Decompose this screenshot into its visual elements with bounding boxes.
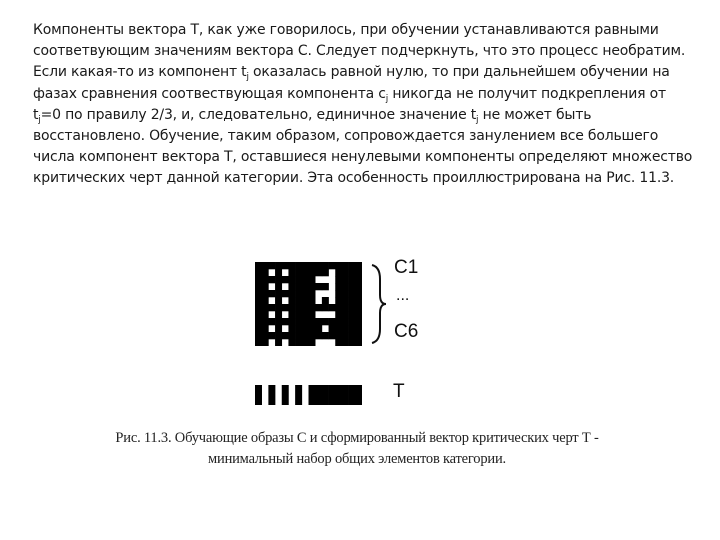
pattern-cell xyxy=(315,332,322,339)
pattern-cell xyxy=(275,304,282,311)
pattern-cell xyxy=(355,325,362,332)
pattern-cell xyxy=(342,262,349,269)
pattern-cell xyxy=(309,311,316,318)
pattern-cell xyxy=(349,290,356,297)
label-c1: C1 xyxy=(394,257,419,278)
pattern-cell xyxy=(288,297,295,304)
vector-t-cell xyxy=(322,385,329,405)
pattern-cell xyxy=(262,283,269,290)
pattern-cell xyxy=(302,297,309,304)
vector-t-cell xyxy=(342,385,349,405)
pattern-cell xyxy=(275,339,282,346)
pattern-cell xyxy=(342,325,349,332)
pattern-cell xyxy=(309,297,316,304)
vector-t-cell xyxy=(329,385,336,405)
pattern-cell xyxy=(295,283,302,290)
pattern-cell xyxy=(268,290,275,297)
pattern-cell xyxy=(295,304,302,311)
pattern-cell xyxy=(255,269,262,276)
vector-t-cell xyxy=(309,385,316,405)
pattern-cell xyxy=(275,311,282,318)
pattern-cell xyxy=(295,332,302,339)
pattern-cell xyxy=(295,318,302,325)
pattern-cell xyxy=(329,304,336,311)
label-t: T xyxy=(393,381,405,402)
pattern-cell xyxy=(342,283,349,290)
pattern-cell xyxy=(302,262,309,269)
pattern-cell xyxy=(342,269,349,276)
pattern-cell xyxy=(322,304,329,311)
subscript-j: j xyxy=(246,72,249,83)
paragraph-text-2: оказалась равной нулю, то при дальнейшем обучении на фазах сравнения соотвествующая компонента c xyxy=(33,64,670,102)
pattern-cell xyxy=(255,318,262,325)
pattern-cell xyxy=(322,318,329,325)
pattern-cell xyxy=(295,311,302,318)
pattern-cell xyxy=(335,339,342,346)
pattern-cell xyxy=(268,262,275,269)
pattern-cell xyxy=(282,290,289,297)
pattern-cell xyxy=(342,290,349,297)
pattern-cell xyxy=(309,332,316,339)
paragraph-text-5: не может быть восстановлено. Обучение, таким образом, сопровождается занулением все большего числа компонент вектора Т, оставшиеся ненулевыми компоненты определяют множество критических черт данной категории. Эта особенность проиллюстрирована на Рис. 11.3. xyxy=(33,106,693,187)
pattern-cell xyxy=(275,283,282,290)
pattern-cell xyxy=(295,325,302,332)
pattern-cell xyxy=(309,339,316,346)
pattern-cell xyxy=(315,262,322,269)
pattern-cell xyxy=(282,304,289,311)
pattern-cell xyxy=(302,290,309,297)
pattern-cell xyxy=(255,325,262,332)
pattern-cell xyxy=(322,297,329,304)
pattern-cell xyxy=(295,262,302,269)
pattern-cell xyxy=(355,269,362,276)
pattern-cell xyxy=(349,262,356,269)
pattern-cell xyxy=(349,269,356,276)
vector-t-cell xyxy=(349,385,356,405)
pattern-cell xyxy=(302,339,309,346)
pattern-cell xyxy=(275,318,282,325)
pattern-cell xyxy=(309,269,316,276)
pattern-cell xyxy=(275,276,282,283)
pattern-cell xyxy=(355,332,362,339)
pattern-cell xyxy=(302,283,309,290)
pattern-cell xyxy=(349,304,356,311)
pattern-cell xyxy=(329,332,336,339)
pattern-cell xyxy=(335,283,342,290)
pattern-cell xyxy=(262,339,269,346)
vector-t-cell xyxy=(268,385,275,405)
pattern-cell xyxy=(349,311,356,318)
pattern-cell xyxy=(268,318,275,325)
pattern-cell xyxy=(262,304,269,311)
pattern-cell xyxy=(275,332,282,339)
pattern-cell xyxy=(288,283,295,290)
pattern-cell xyxy=(322,332,329,339)
pattern-cell xyxy=(349,332,356,339)
vector-t-cell xyxy=(282,385,289,405)
pattern-cell xyxy=(268,276,275,283)
pattern-cell xyxy=(349,339,356,346)
pattern-cell xyxy=(315,318,322,325)
pattern-cell xyxy=(295,276,302,283)
pattern-cell xyxy=(288,311,295,318)
pattern-cell xyxy=(288,262,295,269)
pattern-cell xyxy=(355,318,362,325)
pattern-cell xyxy=(255,262,262,269)
pattern-cell xyxy=(295,297,302,304)
pattern-cell xyxy=(282,332,289,339)
pattern-cell xyxy=(335,276,342,283)
pattern-cell xyxy=(335,304,342,311)
label-dots: ... xyxy=(396,287,410,304)
pattern-cell xyxy=(309,318,316,325)
pattern-cell xyxy=(262,311,269,318)
pattern-cell xyxy=(335,262,342,269)
pattern-cell xyxy=(329,262,336,269)
pattern-cell xyxy=(302,332,309,339)
pattern-cell xyxy=(288,339,295,346)
pattern-cell xyxy=(288,269,295,276)
pattern-cell xyxy=(302,304,309,311)
pattern-cell xyxy=(288,332,295,339)
pattern-cell xyxy=(275,269,282,276)
pattern-cell xyxy=(349,318,356,325)
pattern-cell xyxy=(355,283,362,290)
pattern-cell xyxy=(295,290,302,297)
paragraph-text-4: =0 по правилу 2/3, и, следовательно, единичное значение t xyxy=(40,106,477,123)
pattern-cell xyxy=(329,318,336,325)
pattern-cell xyxy=(262,318,269,325)
pattern-cell xyxy=(342,311,349,318)
pattern-cell xyxy=(262,290,269,297)
pattern-cell xyxy=(255,276,262,283)
critical-features-vector xyxy=(255,385,362,405)
pattern-cell xyxy=(288,304,295,311)
pattern-cell xyxy=(349,325,356,332)
pattern-cell xyxy=(262,262,269,269)
pattern-cell xyxy=(309,276,316,283)
pattern-cell xyxy=(349,283,356,290)
pattern-cell xyxy=(255,339,262,346)
pattern-cell xyxy=(322,283,329,290)
subscript-j: j xyxy=(38,114,41,125)
vector-t-cell xyxy=(335,385,342,405)
label-c6: C6 xyxy=(394,321,419,342)
pattern-cell xyxy=(255,290,262,297)
pattern-cell xyxy=(302,269,309,276)
pattern-cell xyxy=(255,283,262,290)
pattern-cell xyxy=(355,339,362,346)
pattern-cell xyxy=(262,297,269,304)
pattern-cell xyxy=(282,318,289,325)
pattern-cell xyxy=(302,311,309,318)
pattern-cell xyxy=(315,304,322,311)
pattern-cell xyxy=(342,332,349,339)
pattern-cell xyxy=(262,332,269,339)
pattern-cell xyxy=(255,332,262,339)
subscript-j: j xyxy=(385,93,389,104)
vector-t-cell xyxy=(315,385,322,405)
pattern-cell xyxy=(355,297,362,304)
pattern-cell xyxy=(282,276,289,283)
pattern-cell xyxy=(255,311,262,318)
pattern-cell xyxy=(335,290,342,297)
pattern-cell xyxy=(255,297,262,304)
pattern-cell xyxy=(268,332,275,339)
pattern-cell xyxy=(282,262,289,269)
pattern-cell xyxy=(275,262,282,269)
pattern-cell xyxy=(355,276,362,283)
pattern-cell xyxy=(288,318,295,325)
pattern-cell xyxy=(355,304,362,311)
pattern-cell xyxy=(309,325,316,332)
pattern-cell xyxy=(335,332,342,339)
pattern-cell xyxy=(302,318,309,325)
pattern-cell xyxy=(349,297,356,304)
vector-t-cell xyxy=(255,385,262,405)
pattern-cell xyxy=(322,269,329,276)
pattern-cell xyxy=(302,325,309,332)
pattern-cell xyxy=(268,304,275,311)
pattern-cell xyxy=(295,269,302,276)
right-brace xyxy=(370,263,388,345)
pattern-cell xyxy=(309,262,316,269)
pattern-cell xyxy=(315,269,322,276)
pattern-cell xyxy=(335,318,342,325)
pattern-cell xyxy=(309,283,316,290)
pattern-cell xyxy=(315,283,322,290)
pattern-cell xyxy=(349,276,356,283)
training-patterns-grid xyxy=(255,262,362,346)
pattern-cell xyxy=(342,276,349,283)
subscript-j: j xyxy=(476,114,479,125)
pattern-cell xyxy=(315,325,322,332)
pattern-cell xyxy=(355,262,362,269)
pattern-cell xyxy=(335,311,342,318)
pattern-cell xyxy=(262,269,269,276)
vector-t-cell xyxy=(295,385,302,405)
pattern-cell xyxy=(342,297,349,304)
paragraph-text-1: Компоненты вектора Т, как уже говорилось, при обучении устанавливаются равными соответвующим значениям вектора С. Следует подчеркнуть, что это процесс необратим. Если какая-то из компонент t xyxy=(33,22,686,81)
pattern-cell xyxy=(275,290,282,297)
pattern-cell xyxy=(355,290,362,297)
pattern-cell xyxy=(335,325,342,332)
pattern-cell xyxy=(309,290,316,297)
pattern-cell xyxy=(288,290,295,297)
pattern-cell xyxy=(335,269,342,276)
paragraph-text-3: никогда не получит подкрепления от t xyxy=(33,85,666,123)
vector-t-cell xyxy=(355,385,362,405)
pattern-cell xyxy=(262,325,269,332)
pattern-cell xyxy=(275,325,282,332)
pattern-cell xyxy=(288,276,295,283)
pattern-cell xyxy=(342,304,349,311)
pattern-cell xyxy=(275,297,282,304)
pattern-cell xyxy=(335,297,342,304)
pattern-cell xyxy=(342,339,349,346)
pattern-cell xyxy=(295,339,302,346)
pattern-cell xyxy=(342,318,349,325)
pattern-cell xyxy=(322,262,329,269)
pattern-cell xyxy=(329,325,336,332)
pattern-cell xyxy=(288,325,295,332)
pattern-cell xyxy=(302,276,309,283)
pattern-cell xyxy=(355,311,362,318)
pattern-cell xyxy=(262,276,269,283)
pattern-cell xyxy=(255,304,262,311)
pattern-cell xyxy=(309,304,316,311)
figure-caption: Рис. 11.3. Обучающие образы С и сформированный вектор критических черт Т - минимальный набор общих элементов категории. xyxy=(115,430,599,467)
